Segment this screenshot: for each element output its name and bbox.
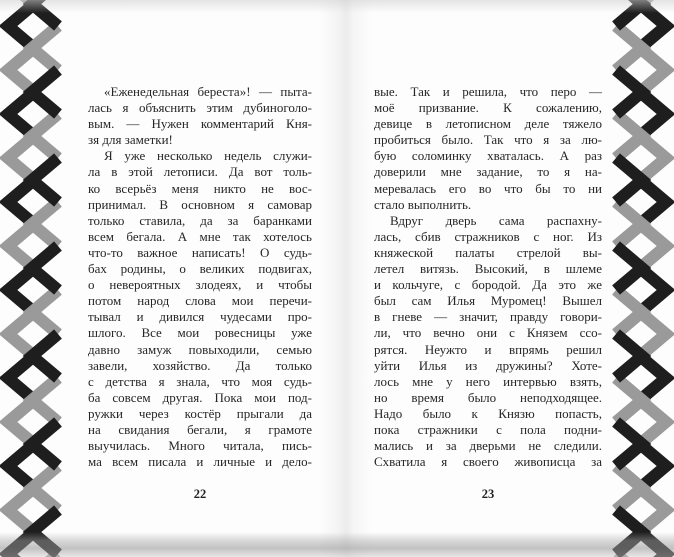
text-line: Схватила я своего живописца за	[374, 454, 602, 470]
page-number-left: 22	[193, 487, 207, 501]
text-line: завели, хозяйство. Да только	[88, 357, 312, 373]
text-line: пока стражники с пола подни-	[374, 421, 602, 437]
text-line: доверили мне задание, то я на-	[374, 164, 602, 180]
page-right-text	[374, 84, 602, 470]
text-line: Я уже несколько недель служи-	[104, 148, 312, 164]
text-line: только ставила, да за баранками	[88, 212, 312, 228]
page-bottom-edge	[0, 532, 674, 557]
text-line: на свидания бегали, я грамоте	[88, 421, 312, 437]
text-line: стало выполнить.	[374, 196, 472, 212]
text-line: ли, что вечно они с Князем ссо-	[374, 325, 602, 341]
text-line: пробиться было. Так что я за лю-	[374, 132, 602, 148]
text-line: мались и за дверьми не следили.	[374, 438, 602, 454]
text-line: давно замуж повыходили, семью	[88, 341, 312, 357]
text-line: что-то важное написать! О судь-	[88, 244, 312, 260]
text-line: «Еженедельная береста»! — пыта-	[104, 84, 312, 99]
text-line: всем бегала. А мне так хотелось	[88, 228, 312, 244]
text-line: зя для заметки!	[88, 132, 173, 148]
text-line: был сам Илья Муромец! Вышел	[374, 293, 602, 309]
text-line: выучилась. Много читала, пись-	[88, 438, 312, 454]
page-left-text	[88, 84, 312, 470]
text-line: бую соломинку хваталась. А раз	[374, 148, 602, 164]
text-line: в гневе — значит, правду говори-	[374, 309, 602, 325]
text-line: Вдруг дверь сама распахну-	[390, 212, 602, 228]
page-top-edge	[0, 0, 674, 13]
text-line: о невероятных злодеях, и чтобы	[88, 277, 312, 293]
text-line: ружки через костёр прыгали да	[88, 405, 312, 421]
text-line: меревалась его во что бы то ни	[374, 180, 602, 196]
ornament-border-left	[0, 0, 62, 557]
text-line: ма всем писала и личные и дело-	[88, 454, 312, 470]
text-line: но время было неподходящее.	[374, 389, 602, 405]
text-line: уйти Илья из дружины? Хоте-	[374, 357, 602, 373]
text-line: и кольчуге, с бородой. Да это же	[374, 277, 602, 293]
text-line: принимал. В основном я самовар	[88, 196, 312, 212]
text-line: потом народ слова мои перечи-	[88, 293, 312, 309]
text-line: Надо было к Князю попасть,	[374, 405, 602, 421]
page-number-right: 23	[481, 487, 495, 501]
text-line: лась, сбив стражников с ног. Из	[374, 228, 602, 244]
text-line: вым. — Нужен комментарий Кня-	[88, 116, 312, 132]
text-line: рятся. Неужто и впрямь решил	[374, 341, 602, 357]
text-line: вые. Так и решила, что перо —	[374, 84, 602, 99]
text-line: ла в этой летописи. Да вот толь-	[88, 164, 312, 180]
text-line: лось мне у него интервью взять,	[374, 373, 602, 389]
text-line: лась я объяснить этим дубиноголо-	[88, 100, 312, 116]
text-line: девице в летописном деле тяжело	[374, 116, 602, 132]
text-line: ба совсем другая. Пока мои под-	[88, 389, 312, 405]
text-line: летел витязь. Высокий, в шлеме	[374, 261, 602, 277]
text-line: с детства я знала, что моя судь-	[88, 373, 312, 389]
text-line: моё призвание. К сожалению,	[374, 100, 602, 116]
text-line: ко всерьёз меня никто не вос-	[88, 180, 312, 196]
text-line: княжеской палаты стрелой вы-	[374, 244, 602, 260]
gutter-shadow	[318, 0, 372, 557]
text-line: бах родины, о великих подвигах,	[88, 261, 312, 277]
text-line: тывал и дивился чудесами про-	[88, 309, 312, 325]
ornament-border-right	[612, 0, 674, 557]
text-line: шлого. Все мои ровесницы уже	[88, 325, 312, 341]
